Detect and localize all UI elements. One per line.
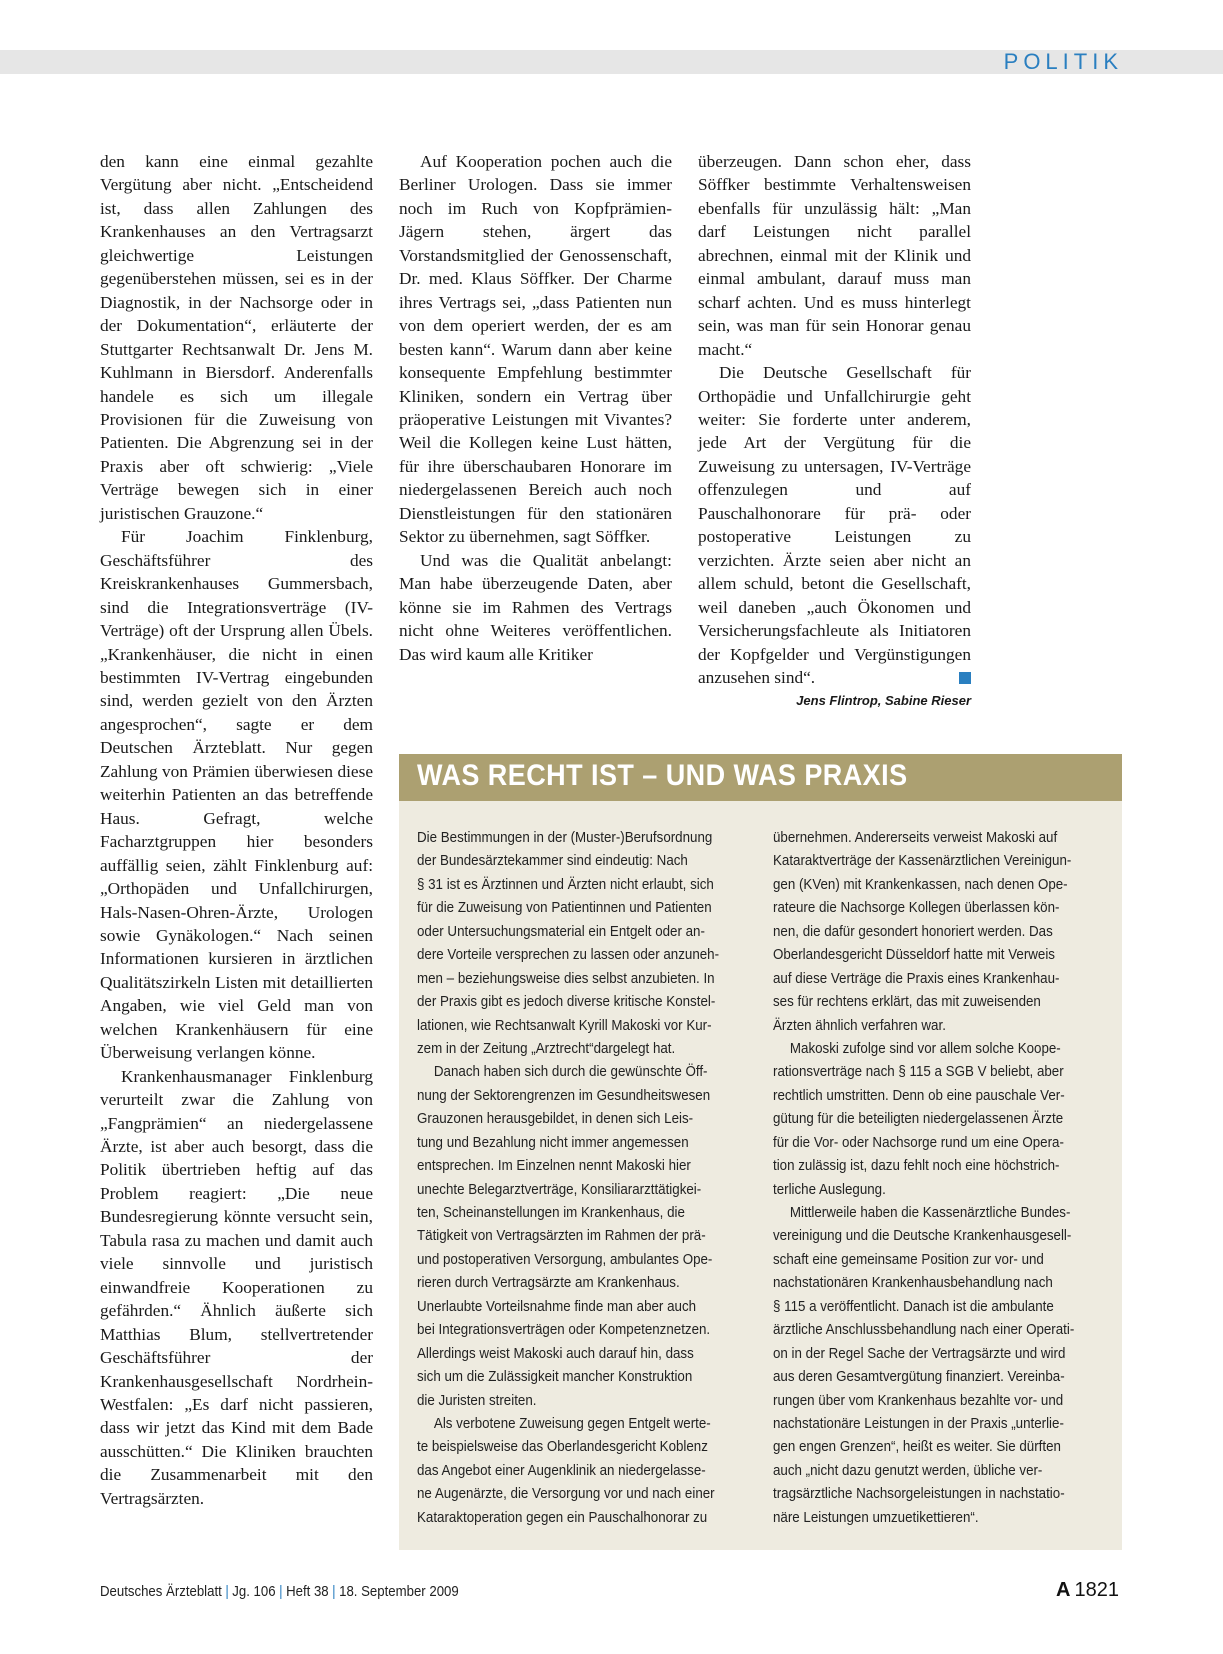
- info-box-line: rationsverträge nach § 115 a SGB V beliebt, aber: [773, 1063, 1064, 1081]
- info-box-line: zem in der Zeitung „Arztrecht“dargelegt hat.: [417, 1039, 676, 1057]
- info-box-line: Danach haben sich durch die gewünschte Öff-: [433, 1063, 708, 1081]
- info-box-column-2: [773, 826, 1103, 1529]
- info-box-line: Makoski zufolge sind vor allem solche Koope-: [789, 1039, 1061, 1057]
- paragraph-last: [698, 361, 971, 689]
- info-box-line: Unerlaubte Vorteilsnahme finde man aber auch: [417, 1297, 697, 1315]
- article-column-2: [399, 150, 672, 666]
- info-box-line: der Praxis gibt es jedoch diverse kritische Konstel-: [417, 993, 716, 1011]
- info-box-line: näre Leistungen umzuetikettieren“.: [773, 1508, 979, 1526]
- info-box-column-1: [417, 826, 747, 1529]
- info-box-line: rateure die Nachsorge Kollegen überlassen kön-: [773, 899, 1060, 917]
- info-box-header: [399, 754, 1122, 801]
- info-box-line: auch „nicht dazu genutzt werden, übliche ver-: [773, 1461, 1043, 1479]
- separator: |: [225, 1583, 229, 1600]
- info-box-line: schaft eine gemeinsame Position zur vor- und: [773, 1250, 1044, 1268]
- article-column-3: [698, 150, 971, 711]
- paragraph: Auf Kooperation pochen auch die Berliner Urologen. Dass sie immer noch im Ruch von Kopfprämien-Jägern stehen, ärgert das Vorstandsmitglied der Genossenschaft, Dr. med. Klaus Söffker. Der Charme ihres Vertrags sei, „dass Patienten nun von dem operiert werden, der es am besten kann“. Warum dann aber keine konsequente Empfehlung bestimmter Kliniken, sondern ein Vertrag über präoperative Leistungen mit Vivantes? Weil die Kollegen keine Lust hätten, für ihre überschaubaren Honorare im niedergelassenen Bereich auch noch Dienstleistungen für den stationären Sektor zu übernehmen, sagt Söffker.: [399, 152, 672, 547]
- info-box-line: für die Vor- oder Nachsorge rund um eine Opera-: [773, 1133, 1064, 1151]
- info-box-line: Allerdings weist Makoski auch darauf hin, dass: [417, 1344, 694, 1362]
- paragraph: Und was die Qualität anbelangt: Man habe überzeugende Daten, aber könne sie im Rahmen des Vertrags nicht ohne Weiteres veröffentlichen. Das wird kaum alle Kritiker: [399, 550, 672, 664]
- info-box-line: Kataraktverträge der Kassenärztlichen Vereinigun-: [773, 852, 1072, 870]
- info-box-line: ten, Scheinanstellungen im Krankenhaus, die: [417, 1204, 685, 1221]
- paragraph: den kann eine einmal gezahlte Vergütung aber nicht. „Entscheidend ist, dass allen Zahlungen des Krankenhauses an den Vertragsarzt gleichwertige Leistungen gegenüberstehen müssen, sei es in der Diagnostik, in der Nachsorge oder in der Dokumentation“, erläuterte der Stuttgarter Rechtsanwalt Dr. Jens M. Kuhlmann in Biersdorf. Anderenfalls handele es sich um illegale Provisionen für die Zuweisung von Patienten. Die Abgrenzung sei in der Praxis aber oft schwierig: „Viele Verträge bewegen sich in einer juristischen Grauzone.“: [100, 152, 373, 523]
- info-box-line: Oberlandesgericht Düsseldorf hatte mit Verweis: [773, 946, 1055, 964]
- info-box-line: tragsärztliche Nachsorgeleistungen in nachstatio-: [773, 1485, 1065, 1503]
- author-line: Jens Flintrop, Sabine Rieser: [796, 693, 971, 709]
- paragraph: Für Joachim Finklenburg, Geschäftsführer des Kreiskrankenhauses Gummersbach, sind die Integrationsverträge (IV-Verträge) oft der Ursprung allen Übels. „Krankenhäuser, die nicht in einen bestimmten IV-Vertrag eingebunden sind, werden gezielt von den Ärzten angesprochen“, sagte er dem Deutschen Ärzteblatt. Nur gegen Zahlung von Prämien überwiesen diese weiterhin Patienten an das betreffende Haus. Gefragt, welche Facharztgruppen hier besonders auffällig seien, zählt Finklenburg auf: „Orthopäden und Unfallchirurgen, Hals-Nasen-Ohren-Ärzte, Urologen sowie Gynäkologen.“ Nach seinen Informationen kursieren in ärztlichen Qualitätszirkeln Listen mit detaillierten Angaben, wie viel Geld man von welchen Krankenhäusern für eine Überweisung verlangen könne.: [100, 527, 373, 1063]
- info-box-line: nung der Sektorengrenzen im Gesundheitswesen: [417, 1086, 711, 1104]
- info-box-line: on in der Regel Sache der Vertragsärzte und wird: [773, 1344, 1066, 1362]
- journal-issue: Heft 38: [286, 1583, 329, 1600]
- info-box-line: aus deren Gesamtvergütung finanziert. Vereinba-: [773, 1368, 1065, 1386]
- info-box-line: rieren durch Vertragsärzte am Krankenhaus.: [417, 1274, 680, 1292]
- info-box-line: Kataraktoperation gegen ein Pauschalhonorar zu: [417, 1508, 708, 1526]
- info-box-line: das Angebot einer Augenklinik an niedergelasse-: [417, 1461, 706, 1479]
- journal-date: 18. September 2009: [339, 1583, 459, 1600]
- info-box-line: Die Bestimmungen in der (Muster-)Berufsordnung: [417, 829, 713, 846]
- info-box-line: ses für rechtens erklärt, das mit zuweisenden: [773, 993, 1041, 1011]
- info-box-line: § 115 a veröffentlicht. Danach ist die ambulante: [773, 1297, 1054, 1315]
- info-box-line: terliche Auslegung.: [773, 1180, 886, 1198]
- info-box-line: und postoperativen Versorgung, ambulantes Ope-: [417, 1250, 713, 1268]
- info-box-line: Als verbotene Zuweisung gegen Entgelt werte-: [433, 1414, 711, 1432]
- footer-citation: [100, 1583, 459, 1600]
- info-box-line: gütung für die beteiligten niedergelassenen Ärzte: [773, 1110, 1064, 1128]
- info-box-line: lationen, wie Rechtsanwalt Kyrill Makoski vor Kur-: [417, 1016, 712, 1034]
- info-box-line: Grauzonen herausgebildet, in denen sich Leis-: [417, 1110, 694, 1128]
- info-box-line: oder Untersuchungsmaterial ein Entgelt oder an-: [417, 922, 705, 940]
- info-box-line: sich um die Zulässigkeit mancher Konstruktion: [417, 1368, 693, 1386]
- info-box-line: ärztliche Anschlussbehandlung nach einer Operati-: [773, 1321, 1075, 1339]
- info-box-line: tion zulässig ist, dazu fehlt noch eine höchstrich-: [773, 1157, 1060, 1175]
- info-box-line: nachstationären Krankenhausbehandlung nach: [773, 1274, 1053, 1292]
- info-box-line: § 31 ist es Ärztinnen und Ärzten nicht erlaubt, sich: [417, 875, 714, 893]
- info-box-line: übernehmen. Andererseits verweist Makoski auf: [773, 829, 1058, 846]
- info-box-line: auf diese Verträge die Praxis eines Krankenhau-: [773, 969, 1060, 987]
- info-box-line: Tätigkeit von Vertragsärzten im Rahmen der prä-: [417, 1227, 706, 1245]
- separator: |: [279, 1583, 283, 1600]
- info-box-line: te beispielsweise das Oberlandesgericht Koblenz: [417, 1438, 708, 1456]
- article-column-1: [100, 150, 373, 1510]
- info-box-line: Mittlerweile haben die Kassenärztliche Bundes-: [789, 1204, 1071, 1221]
- info-box-line: ne Augenärzte, die Versorgung vor und nach einer: [417, 1485, 715, 1503]
- journal-name: Deutsches Ärzteblatt: [100, 1583, 222, 1600]
- info-box-line: men – beziehungsweise dies selbst anzubieten. In: [417, 969, 715, 987]
- paragraph: Krankenhausmanager Finklenburg verurteilt zwar die Zahlung von „Fangprämien“ an niedergelassene Ärzte, ist aber auch besorgt, dass die Politik übertrieben heftig auf das Problem reagiert: „Die neue Bundesregierung könnte versucht sein, Tabula rasa zu machen und damit auch viele sinnvolle und juristisch einwandfreie Kooperationen zu gefährden.“ Ähnlich äußerte sich Matthias Blum, stellvertretender Geschäftsführer der Krankenhausgesellschaft Nordrhein-Westfalen: „Es darf nicht passieren, dass wir jetzt das Kind mit dem Bade ausschütten.“ Die Kliniken brauchten die Zusammenarbeit mit den Vertragsärzten.: [100, 1066, 373, 1508]
- end-square-icon: [959, 672, 971, 684]
- info-box-line: rungen über vom Krankenhaus bezahlte vor- und: [773, 1391, 1064, 1409]
- info-box-line: dere Vorteile versprechen zu lassen oder anzuneh-: [417, 946, 720, 964]
- info-box-line: tung und Bezahlung nicht immer angemessen: [417, 1133, 689, 1151]
- info-box-line: bei Integrationsverträgen oder Kompetenznetzen.: [417, 1321, 711, 1339]
- info-box-line: für die Zuweisung von Patientinnen und Patienten: [417, 899, 712, 917]
- info-box-title: WAS RECHT IST – UND WAS PRAXIS: [417, 759, 908, 792]
- page-number-value: 1821: [1074, 1579, 1119, 1601]
- paragraph-text: Die Deutsche Gesellschaft für Orthopädie und Unfallchirurgie geht weiter: Sie forderte unter anderem, jede Art der Vergütung für die Zuweisung zu untersagen, IV-Verträge offenzulegen und auf Pauschalhonorare für prä- oder postoperative Leistungen zu verzichten. Ärzte seien aber nicht an allem schuld, betont die Gesellschaft, weil daneben „auch Ökonomen und Versicherungsfachleute als Initiatoren der Kopfgelder und Vergünstigungen anzusehen sind“.: [698, 363, 971, 687]
- paragraph: überzeugen. Dann schon eher, dass Söffker bestimmte Verhaltensweisen ebenfalls für unzulässig hält: „Man darf Leistungen nicht parallel abrechnen, einmal mit der Klinik und einmal ambulant, darauf muss man scharf achten. Und es muss hinterlegt sein, was man für sein Honorar genau macht.“: [698, 152, 971, 359]
- info-box-line: vereinigung und die Deutsche Krankenhausgesell-: [773, 1227, 1072, 1245]
- page-prefix: A: [1056, 1579, 1071, 1601]
- info-box-line: nachstationäre Leistungen in der Praxis „unterlie-: [773, 1414, 1064, 1432]
- info-box-line: Ärzten ähnlich verfahren war.: [773, 1016, 946, 1034]
- journal-volume: Jg. 106: [232, 1583, 276, 1600]
- info-box: [399, 754, 1122, 1550]
- info-box-line: gen (KVen) mit Krankenkassen, nach denen Ope-: [773, 875, 1068, 893]
- separator: |: [332, 1583, 336, 1600]
- info-box-line: gen engen Grenzen“, heißt es weiter. Sie dürften: [773, 1438, 1061, 1456]
- info-box-line: nen, die dafür gesondert honoriert werden. Das: [773, 922, 1053, 940]
- section-label: POLITIK: [1003, 49, 1123, 74]
- info-box-line: entsprechen. Im Einzelnen nennt Makoski hier: [417, 1157, 691, 1175]
- page-number: [1056, 1579, 1119, 1602]
- info-box-line: rechtlich umstritten. Denn ob eine pauschale Ver-: [773, 1086, 1065, 1104]
- info-box-line: unechte Belegarztverträge, Konsiliararzttätigkei-: [417, 1180, 702, 1198]
- info-box-line: die Juristen streiten.: [417, 1391, 537, 1409]
- info-box-line: der Bundesärztekammer sind eindeutig: Nach: [417, 852, 688, 870]
